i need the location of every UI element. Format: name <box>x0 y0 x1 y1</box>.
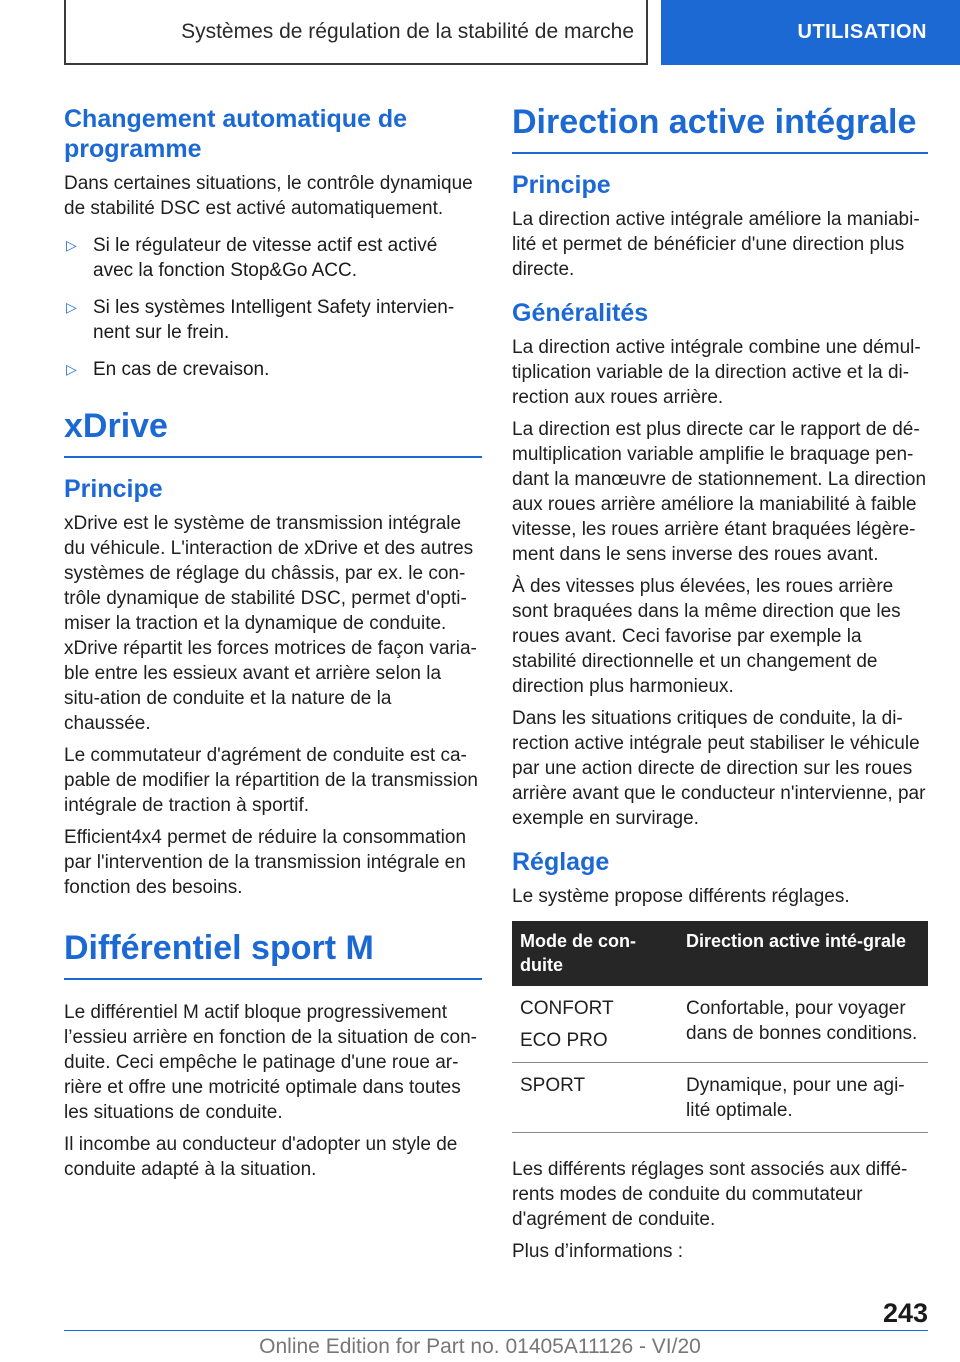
table-row <box>512 1063 928 1133</box>
header-section-box <box>64 0 648 65</box>
table-row <box>512 986 928 1063</box>
xdrive-principe-heading: Principe <box>64 475 163 503</box>
direction-principe-text: La direction active intégrale améliore la maniabi-lité et permet de bénéficier d'une direction plus directe. <box>512 209 920 280</box>
list-item-text: En cas de crevaison. <box>93 359 270 380</box>
left-column <box>64 104 482 1189</box>
header-section-title: Systèmes de régulation de la stabilité de marche <box>181 19 634 43</box>
auto-program-heading: Changement automatique de programme <box>64 105 408 163</box>
mode-value: CONFORT <box>520 998 614 1019</box>
triangle-bullet-icon: ▷ <box>66 361 77 377</box>
diff-paragraph: Il incombe au conducteur d'adopter un style de conduite adapté à la situation. <box>64 1134 458 1180</box>
xdrive-paragraph: Le commutateur d'agrément de conduite est ca-pable de modifier la répartition de la transmission intégrale de traction à sportif. <box>64 745 478 816</box>
xdrive-paragraph: Efficient4x4 permet de réduire la consommation par l'intervention de la transmission intégrale en fonction des besoins. <box>64 827 467 898</box>
footer-divider <box>64 1330 928 1331</box>
header-chapter-tab[interactable] <box>661 0 960 65</box>
reglage-heading: Réglage <box>512 848 610 876</box>
column-header-direction: Direction active inté-grale <box>678 921 928 986</box>
list-item <box>64 233 482 283</box>
mode-value: SPORT <box>520 1075 586 1096</box>
table-cell-mode <box>512 986 678 1063</box>
reglage-text: Le système propose différents réglages. <box>512 886 850 907</box>
list-item-text: Si le régulateur de vitesse actif est activé avec la fonction Stop&Go ACC. <box>93 235 438 281</box>
table-cell-desc: Dynamique, pour une agi-lité optimale. <box>678 1063 928 1133</box>
table-cell-mode <box>512 1063 678 1133</box>
after-table-paragraph: Les différents réglages sont associés aux diffé-rents modes de conduite du commutateur d'agrément de conduite. <box>512 1159 908 1230</box>
header-chapter-label: UTILISATION <box>797 21 927 43</box>
page-number: 243 <box>882 1298 928 1328</box>
mode-value: ECO PRO <box>520 1030 608 1051</box>
generalites-paragraph: À des vitesses plus élevées, les roues arrière sont braquées dans la même direction que les roues avant. Ceci favorise par exemple la stabilité directionnelle et un changement de direction plus harmonieux. <box>512 576 901 697</box>
direction-heading: Direction active intégrale <box>512 102 928 154</box>
auto-program-list <box>64 233 482 382</box>
footer-edition: Online Edition for Part no. 01405A11126 - VI/20 <box>259 1335 701 1358</box>
list-item <box>64 295 482 345</box>
after-table-paragraph: Plus d’informations : <box>512 1241 684 1262</box>
generalites-paragraph: Dans les situations critiques de conduite, la di-rection active intégrale peut stabiliser le véhicule par une action directe de direction sur les roues arrière avant que le conducteur n'intervienne, par exemple en survirage. <box>512 708 926 829</box>
right-column <box>512 104 928 1271</box>
diff-paragraph: Le différentiel M actif bloque progressivement l’essieu arrière en fonction de la situation de con-duite. Ceci empêche le patinage d'une roue ar-rière et offre une motricité optimale dans toutes les situations de conduite. <box>64 1002 477 1123</box>
table-cell-desc: Confortable, pour voyager dans de bonnes conditions. <box>678 986 928 1063</box>
generalites-paragraph: La direction active intégrale combine une démul-tiplication variable de la direction active et la di-rection aux roues arrière. <box>512 337 921 408</box>
list-item <box>64 357 482 382</box>
settings-table <box>512 921 928 1133</box>
direction-principe-heading: Principe <box>512 171 611 199</box>
generalites-heading: Généralités <box>512 299 649 327</box>
column-header-mode: Mode de con-duite <box>512 921 678 986</box>
xdrive-paragraph: xDrive est le système de transmission intégrale du véhicule. L'interaction de xDrive et des autres systèmes de réglage du châssis, par ex. le con-trôle dynamique de stabilité DSC, permet d'opti-miser la traction et la dynamique de conduite. xDrive répartit les forces motrices de façon varia-ble entre les essieux avant et arrière selon la situ-ation de conduite et la nature de la chaussée. <box>64 513 477 734</box>
xdrive-heading: xDrive <box>64 406 482 458</box>
list-item-text: Si les systèmes Intelligent Safety intervien-nent sur le frein. <box>93 297 455 343</box>
triangle-bullet-icon: ▷ <box>66 299 77 315</box>
triangle-bullet-icon: ▷ <box>66 237 77 253</box>
diff-sport-heading: Différentiel sport M <box>64 928 482 980</box>
auto-program-text: Dans certaines situations, le contrôle dynamique de stabilité DSC est activé automatiquement. <box>64 173 473 219</box>
generalites-paragraph: La direction est plus directe car le rapport de dé-multiplication variable amplifie le braquage pen-dant la manœuvre de stationnement. La direction aux roues arrière améliore la maniabilité à faible vitesse, les roues arrière étant braquées légère-ment dans le sens inverse des roues avant. <box>512 419 927 565</box>
table-header-row <box>512 921 928 986</box>
